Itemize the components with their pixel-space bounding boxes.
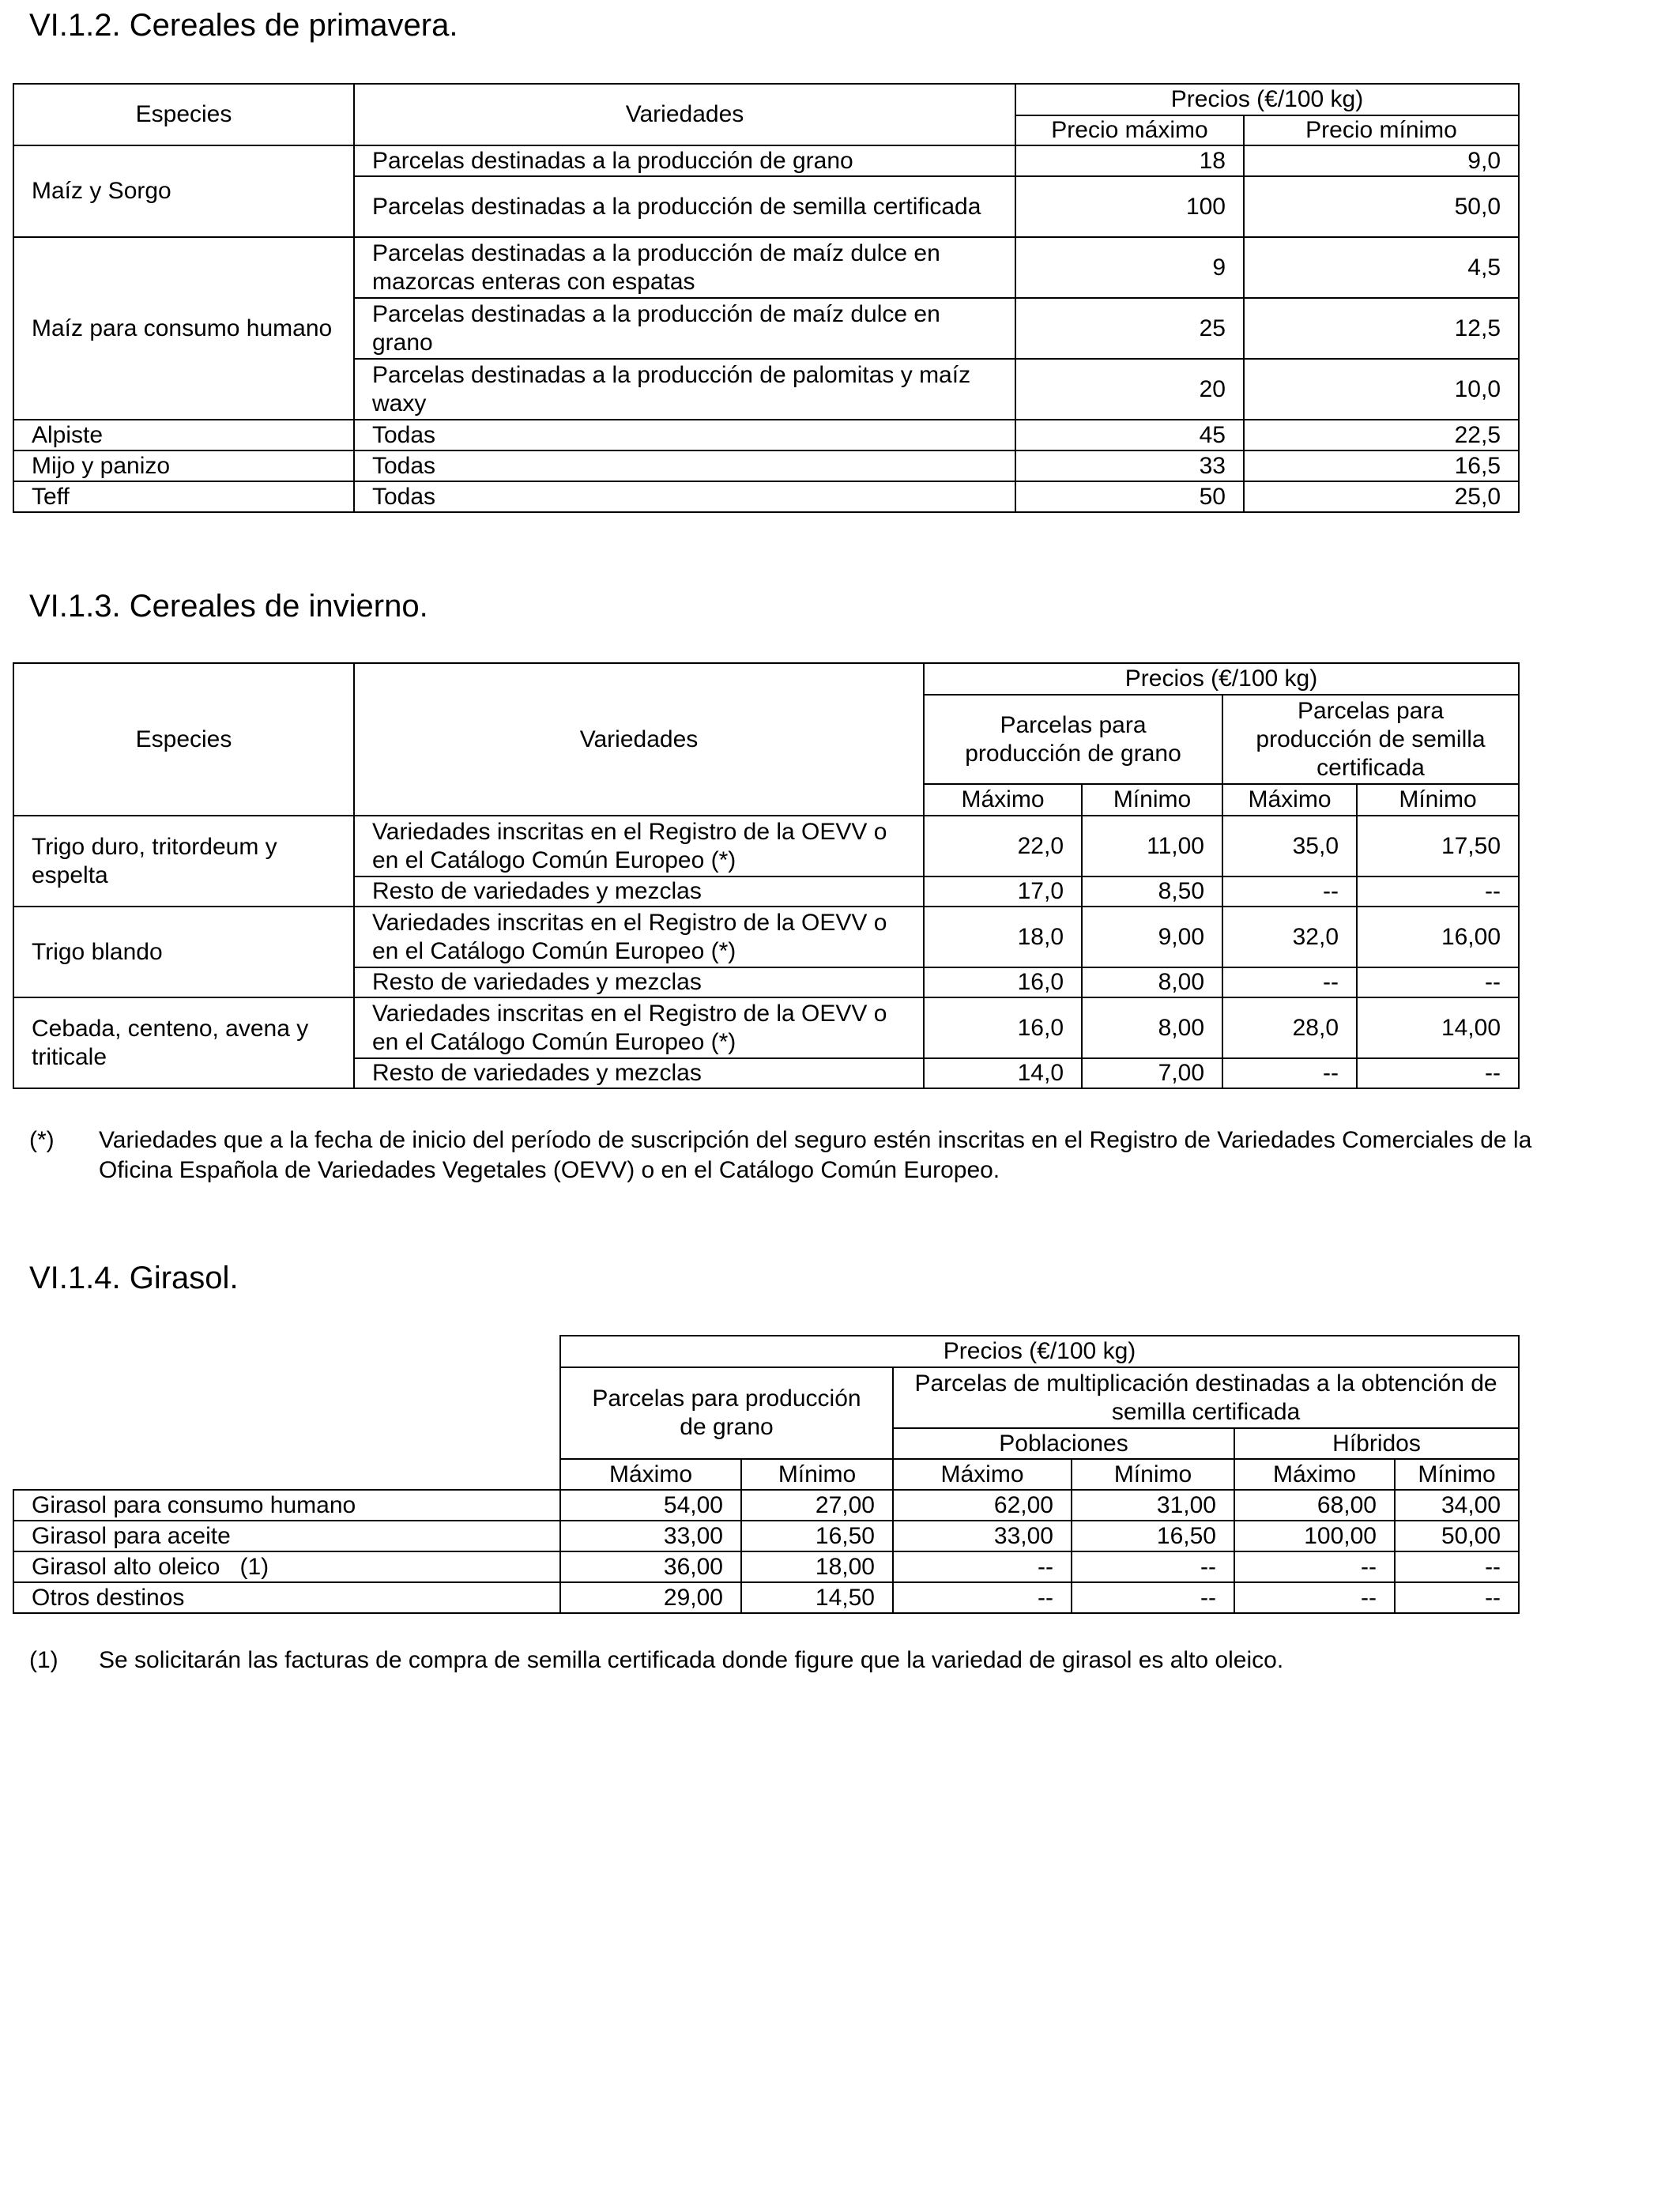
header-maximo: Máximo [1222,784,1357,816]
table-row [13,1582,1519,1613]
header-especies: Especies [13,84,354,145]
cell-value: 16,0 [924,997,1082,1058]
footnote-text-line-2: Oficina Española de Variedades Vegetales (OEVV) o en el Catálogo Común Europeo. [99,1157,1000,1183]
cell-value: 54,00 [560,1490,741,1521]
cell-precio-max: 25 [1015,298,1244,359]
cell-value: 62,00 [893,1490,1072,1521]
table-row [13,907,1519,967]
cell-especie: Mijo y panizo [13,450,354,481]
cell-value: -- [893,1582,1072,1613]
cell-value: -- [1395,1582,1519,1613]
cell-value: -- [1222,967,1357,997]
cell-precio-max: 50 [1015,481,1244,512]
header-minimo: Mínimo [741,1459,893,1490]
cell-value: 7,00 [1082,1058,1222,1088]
footnote-text-line-1: Variedades que a la fecha de inicio del período de suscripción del seguro estén inscritas en el Registro de Variedades Comerciales de la [99,1127,1532,1153]
header-maximo: Máximo [893,1459,1072,1490]
cell-value: 32,0 [1222,907,1357,967]
cell-precio-max: 45 [1015,420,1244,450]
cell-value: -- [1072,1582,1234,1613]
table-row [13,816,1519,876]
cell-especie: Maíz para consumo humano [13,237,354,420]
cell-variedad: Resto de variedades y mezclas [354,967,924,997]
cell-value: -- [1234,1582,1395,1613]
cell-value: 31,00 [1072,1490,1234,1521]
header-variedades: Variedades [354,84,1015,145]
header-maximo: Máximo [1234,1459,1395,1490]
cell-precio-max: 100 [1015,176,1244,237]
cell-value: 35,0 [1222,816,1357,876]
cell-value: 16,0 [924,967,1082,997]
cell-especie: Trigo blando [13,907,354,997]
cell-value: -- [1357,876,1519,907]
cell-value: 14,0 [924,1058,1082,1088]
cell-precio-max: 18 [1015,145,1244,176]
table-cereales-invierno [13,662,1520,1089]
table-row [13,237,1519,298]
cell-value: 16,50 [741,1521,893,1551]
footnote-text: Se solicitarán las facturas de compra de semilla certificada donde figure que la variedad de girasol es alto oleico. [99,1647,1284,1673]
cell-value: 17,50 [1357,816,1519,876]
cell-value: 18,00 [741,1551,893,1582]
cell-value: 11,00 [1082,816,1222,876]
cell-value: 14,00 [1357,997,1519,1058]
cell-destino: Girasol para aceite [13,1521,560,1551]
cell-value: -- [1395,1551,1519,1582]
cell-value: 50,00 [1395,1521,1519,1551]
cell-value: 8,50 [1082,876,1222,907]
cell-value: 17,0 [924,876,1082,907]
table-row [13,997,1519,1058]
header-minimo: Mínimo [1082,784,1222,816]
footnote-oevv [29,1125,1657,1189]
cell-value: 22,0 [924,816,1082,876]
header-precios: Precios (€/100 kg) [1015,84,1519,115]
cell-variedad: Parcelas destinadas a la producción de maíz dulce en grano [354,298,1015,359]
cell-value: 68,00 [1234,1490,1395,1521]
cell-precio-min: 4,5 [1244,237,1519,298]
cell-variedad: Parcelas destinadas a la producción de maíz dulce en mazorcas enteras con espatas [354,237,1015,298]
cell-value: -- [1072,1551,1234,1582]
cell-value: 27,00 [741,1490,893,1521]
footnote-mark: (1) [29,1647,58,1673]
cell-variedad: Todas [354,420,1015,450]
cell-precio-min: 9,0 [1244,145,1519,176]
cell-especie: Alpiste [13,420,354,450]
header-precio-maximo: Precio máximo [1015,115,1244,145]
cell-variedad: Resto de variedades y mezclas [354,1058,924,1088]
cell-variedad: Parcelas destinadas a la producción de semilla certificada [354,176,1015,237]
section-heading-cereales-invierno: VI.1.3. Cereales de invierno. [29,589,428,624]
cell-value: -- [1357,967,1519,997]
cell-variedad: Parcelas destinadas a la producción de palomitas y maíz waxy [354,359,1015,420]
cell-variedad: Variedades inscritas en el Registro de la OEVV o en el Catálogo Común Europeo (*) [354,997,924,1058]
cell-especie: Trigo duro, tritordeum y espelta [13,816,354,907]
header-maximo: Máximo [560,1459,741,1490]
header-precio-minimo: Precio mínimo [1244,115,1519,145]
section-heading-cereales-primavera: VI.1.2. Cereales de primavera. [29,8,458,43]
cell-precio-max: 20 [1015,359,1244,420]
cell-value: 33,00 [560,1521,741,1551]
cell-precio-min: 25,0 [1244,481,1519,512]
table-girasol [13,1335,1520,1614]
header-especies: Especies [13,663,354,816]
header-precios: Precios (€/100 kg) [560,1336,1519,1367]
cell-destino: Girasol alto oleico (1) [13,1551,560,1582]
table-cereales-primavera [13,83,1520,513]
cell-precio-min: 12,5 [1244,298,1519,359]
cell-destino: Otros destinos [13,1582,560,1613]
cell-value: 36,00 [560,1551,741,1582]
cell-value: 18,0 [924,907,1082,967]
cell-variedad: Todas [354,450,1015,481]
table-row [13,420,1519,450]
cell-value: -- [1222,876,1357,907]
cell-precio-min: 16,5 [1244,450,1519,481]
table-row [13,450,1519,481]
cell-precio-min: 22,5 [1244,420,1519,450]
cell-value: 9,00 [1082,907,1222,967]
cell-value: 33,00 [893,1521,1072,1551]
cell-precio-max: 33 [1015,450,1244,481]
table-row [13,1551,1519,1582]
cell-value: 28,0 [1222,997,1357,1058]
cell-precio-min: 10,0 [1244,359,1519,420]
header-parcelas-semilla: Parcelas para producción de semilla certificada [1222,695,1519,784]
cell-especie: Cebada, centeno, avena y triticale [13,997,354,1088]
cell-value: 100,00 [1234,1521,1395,1551]
header-hibridos: Híbridos [1234,1428,1519,1459]
cell-value: 8,00 [1082,997,1222,1058]
cell-value: -- [1234,1551,1395,1582]
header-precios: Precios (€/100 kg) [924,663,1519,695]
header-poblaciones: Poblaciones [893,1428,1234,1459]
cell-value: 16,00 [1357,907,1519,967]
header-parcelas-multiplicacion: Parcelas de multiplicación destinadas a la obtención de semilla certificada [893,1367,1519,1428]
table-row [13,481,1519,512]
cell-variedad: Resto de variedades y mezclas [354,876,924,907]
header-maximo: Máximo [924,784,1082,816]
cell-especie: Teff [13,481,354,512]
cell-value: -- [893,1551,1072,1582]
section-heading-girasol: VI.1.4. Girasol. [29,1261,239,1295]
cell-variedad: Variedades inscritas en el Registro de la OEVV o en el Catálogo Común Europeo (*) [354,816,924,876]
cell-value: 29,00 [560,1582,741,1613]
table-row [13,1521,1519,1551]
cell-value: 16,50 [1072,1521,1234,1551]
cell-variedad: Todas [354,481,1015,512]
cell-value: 34,00 [1395,1490,1519,1521]
footnote-mark: (*) [29,1127,55,1153]
header-parcelas-grano: Parcelas para producción de grano [924,695,1222,784]
cell-precio-max: 9 [1015,237,1244,298]
table-row [13,145,1519,176]
header-minimo: Mínimo [1072,1459,1234,1490]
header-variedades: Variedades [354,663,924,816]
cell-destino: Girasol para consumo humano [13,1490,560,1521]
footnote-alto-oleico [29,1646,1657,1677]
cell-value: 8,00 [1082,967,1222,997]
header-minimo: Mínimo [1395,1459,1519,1490]
cell-especie: Maíz y Sorgo [13,145,354,237]
header-minimo: Mínimo [1357,784,1519,816]
cell-value: -- [1357,1058,1519,1088]
header-parcelas-grano: Parcelas para producción de grano [560,1367,893,1459]
table-row [13,1490,1519,1521]
cell-value: -- [1222,1058,1357,1088]
cell-variedad: Variedades inscritas en el Registro de la OEVV o en el Catálogo Común Europeo (*) [354,907,924,967]
cell-precio-min: 50,0 [1244,176,1519,237]
cell-value: 14,50 [741,1582,893,1613]
cell-variedad: Parcelas destinadas a la producción de grano [354,145,1015,176]
